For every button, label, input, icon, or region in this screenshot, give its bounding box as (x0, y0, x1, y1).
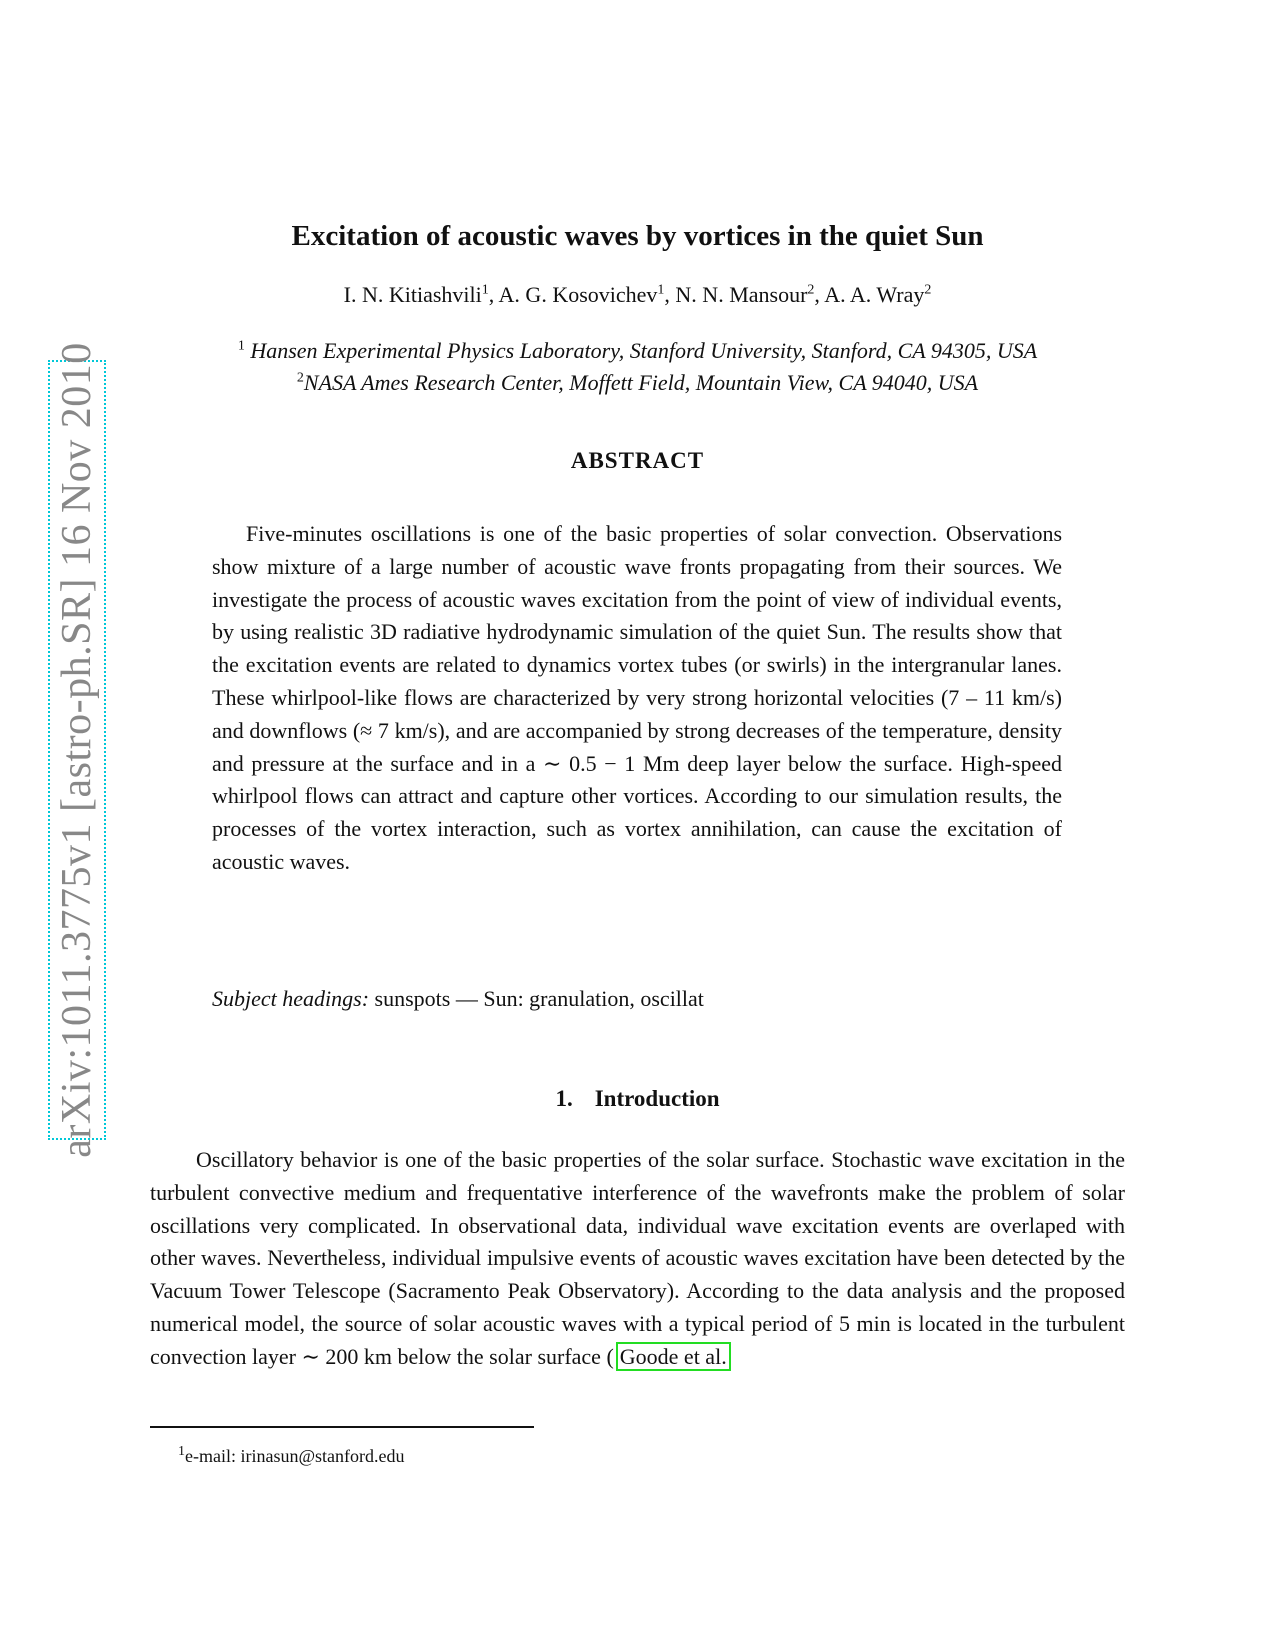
affiliation-text: Hansen Experimental Physics Laboratory, Stanford University, Stanford, CA 94305, USA (250, 338, 1038, 363)
section-heading (0, 1086, 1275, 1112)
author-list: I. N. Kitiashvili$^1$, A. G. Kosovichev$^1$, N. N. Mansour$^2$, A. A. Wray$^2$ (343, 282, 932, 307)
author-name: N. N. Mansour (675, 282, 808, 307)
affiliation-1 (0, 338, 1275, 364)
subject-headings (212, 986, 1062, 1012)
citation-link[interactable]: Goode et al. (616, 1342, 731, 1371)
arxiv-identifier-text: arXiv:1011.3775v1 [astro-ph.SR] 16 Nov 2010 (54, 342, 100, 1158)
author-affiliation-mark: 1 (657, 282, 665, 298)
introduction-paragraph: Oscillatory behavior is one of the basic properties of the solar surface. Stochastic wave excitation in the turbulent convective medium and frequentative interference of the wavefronts make the problem of solar oscillations very complicated. In observational data, individual wave excitation events are overlaped with other waves. Nevertheless, individual impulsive events of acoustic waves excitation have been detected by the Vacuum Tower Telescope (Sacramento Peak Observatory). According to the data analysis and the proposed numerical model, the source of solar acoustic waves with a typical period of 5 min is located in the turbulent convection layer ∼ 200 km below the solar surface ( (150, 1147, 1125, 1369)
arxiv-identifier-stamp[interactable] (48, 342, 106, 1158)
introduction-text (150, 1144, 1125, 1374)
paper-title: Excitation of acoustic waves by vortices in the quiet Sun (291, 220, 984, 252)
footnote-text: e-mail: irinasun@stanford.edu (185, 1446, 405, 1466)
footnote-mark: 1 (178, 1444, 185, 1459)
footnote (178, 1444, 405, 1467)
subject-headings-value: sunspots — Sun: granulation, oscillat (374, 986, 704, 1011)
abstract-heading: ABSTRACT (570, 448, 705, 473)
author-name: A. A. Wray (824, 282, 925, 307)
section-title: Introduction (594, 1086, 720, 1111)
affiliation-mark: 2 (296, 370, 304, 386)
author-affiliation-mark: 2 (924, 282, 932, 298)
affiliation-text: NASA Ames Research Center, Moffett Field, Mountain View, CA 94040, USA (303, 370, 979, 395)
abstract-text: Five-minutes oscillations is one of the basic properties of solar convection. Observations show mixture of a large number of acoustic wave fronts propagating from their sources. We investigate the process of acoustic waves excitation from the point of view of individual events, by using realistic 3D radiative hydrodynamic simulation of the quiet Sun. The results show that the excitation events are related to dynamics vortex tubes (or swirls) in the intergranular lanes. These whirlpool-like flows are characterized by very strong horizontal velocities (7 – 11 km/s) and downflows (≈ 7 km/s), and are accompanied by strong decreases of the temperature, density and pressure at the surface and in a ∼ 0.5 − 1 Mm deep layer below the surface. High-speed whirlpool flows can attract and capture other vortices. According to our simulation results, the processes of the vortex interaction, such as vortex annihilation, can cause the excitation of acoustic waves. (212, 521, 1062, 874)
subject-headings-label: Subject headings: (212, 986, 370, 1011)
author-name: I. N. Kitiashvili (343, 282, 482, 307)
affiliation-mark: 1 (237, 338, 245, 354)
author-affiliation-mark: 2 (807, 282, 815, 298)
author-name: A. G. Kosovichev (498, 282, 658, 307)
author-affiliation-mark: 1 (481, 282, 489, 298)
section-number: 1. (555, 1086, 573, 1111)
affiliation-2 (0, 370, 1275, 396)
footnote-divider (150, 1426, 534, 1428)
